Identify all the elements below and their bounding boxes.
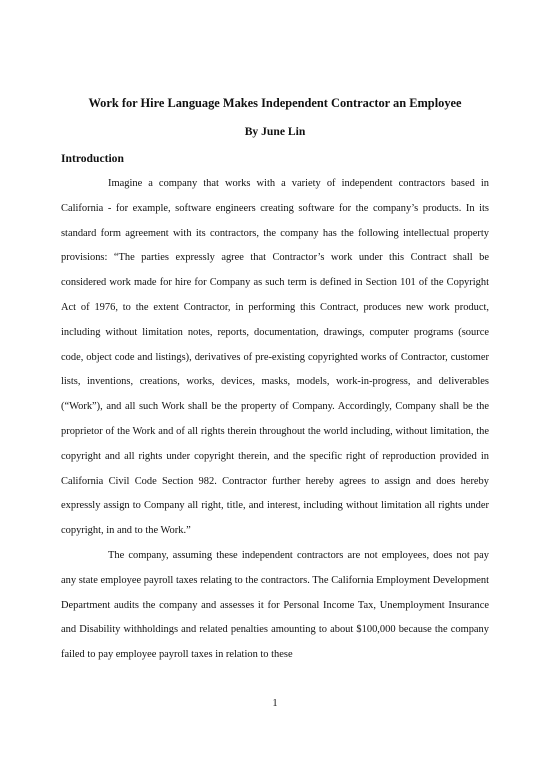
body-paragraph-1: Imagine a company that works with a variety of independent contractors based in California - for example, software engineers creating software for the company’s products. In its standard form agreement with its contractors, the company has the following intellectual property provisions: “The parties expressly agree that Contractor’s work under this Contract shall be considered work made for hire for Company as such term is defined in Section 101 of the Copyright Act of 1976, to the extent Contractor, in performing this Contract, produces new work product, including without limitation notes, reports, documentation, drawings, computer programs (source code, object code and listings), derivatives of pre-existing copyrighted works of Contractor, customer lists, inventions, creations, works, devices, masks, models, work-in-progress, and deliverables (“Work”), and all such Work shall be the property of Company. Accordingly, Company shall be the proprietor of the Work and of all rights therein throughout the world including, without limitation, the copyright and all rights under copyright therein, and the specific right of reproduction provided in California Civil Code Section 982. Contractor further hereby agrees to assign and does hereby expressly assign to Company all right, title, and interest, including without limitation all rights under copyright, in and to the Work.” <box>61 178 489 537</box>
section-heading: Introduction <box>61 152 124 165</box>
page-number: 1 <box>272 698 278 709</box>
author-byline: By June Lin <box>244 125 306 138</box>
body-paragraph-2: The company, assuming these independent contractors are not employees, does not pay any state employee payroll taxes relating to the contractors. The California Employment Development Department audits the company and assesses it for Personal Income Tax, Unemployment Insurance and Disability withholdings and related penalties amounting to about $100,000 because the company failed to pay employee payroll taxes in relation to these <box>61 550 489 661</box>
document-title: Work for Hire Language Makes Independent Contractor an Employee <box>88 96 462 110</box>
